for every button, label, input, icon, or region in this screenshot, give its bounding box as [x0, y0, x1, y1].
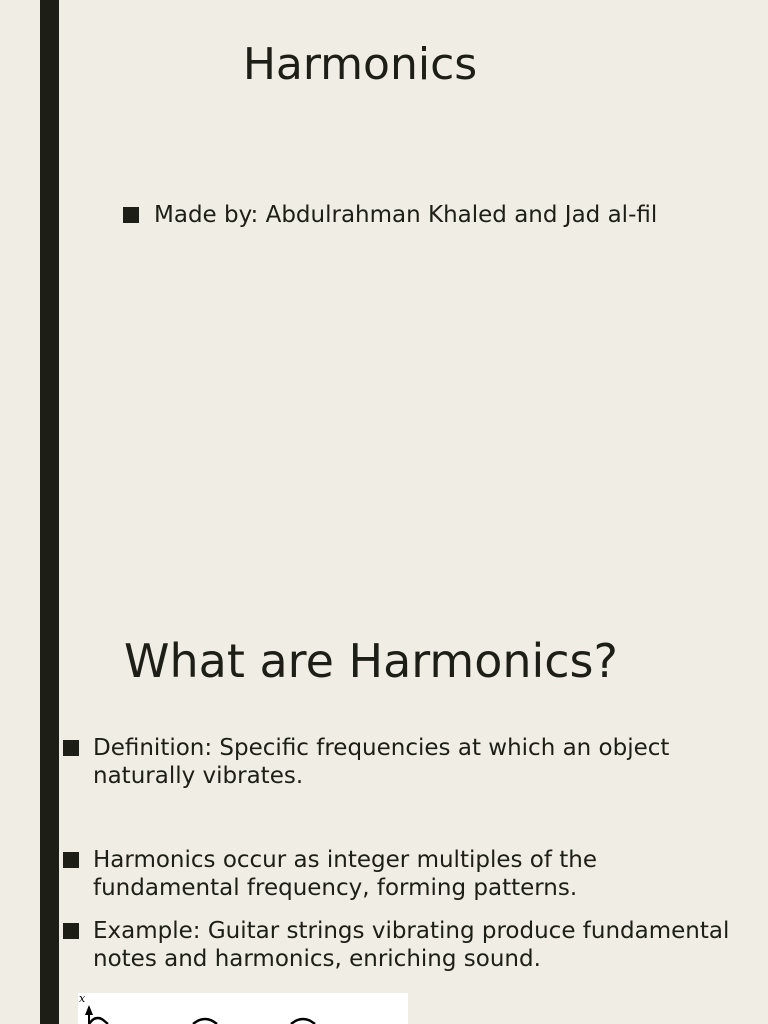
square-bullet-icon — [123, 207, 139, 223]
author-text: Made by: Abdulrahman Khaled and Jad al-fil — [154, 202, 658, 228]
bullet-list — [63, 734, 753, 973]
example-text: Example: Guitar strings vibrating produce fundamental notes and harmonics, enriching sound. — [93, 918, 730, 972]
slide-title: Harmonics — [242, 39, 478, 90]
axis-arrow-icon — [85, 1005, 93, 1015]
definition-text: Definition: Specific frequencies at which an object naturally vibrates. — [93, 735, 670, 789]
wave-crest-2 — [193, 1019, 217, 1024]
wave-svg — [78, 993, 408, 1024]
list-item — [63, 917, 753, 973]
section-title: What are Harmonics? — [124, 634, 618, 688]
square-bullet-icon — [63, 740, 79, 756]
wave-crest-1 — [89, 1018, 108, 1024]
author-line — [123, 201, 657, 230]
list-item — [63, 846, 753, 902]
square-bullet-icon — [63, 852, 79, 868]
wave-crest-3 — [291, 1019, 315, 1024]
square-bullet-icon — [63, 923, 79, 939]
list-item — [63, 734, 753, 790]
harmonic-wave-diagram — [78, 993, 408, 1024]
axis-label-x: x — [79, 993, 86, 1005]
integer-multiples-text: Harmonics occur as integer multiples of the fundamental frequency, forming patterns. — [93, 847, 598, 901]
left-accent-bar — [40, 0, 59, 1024]
